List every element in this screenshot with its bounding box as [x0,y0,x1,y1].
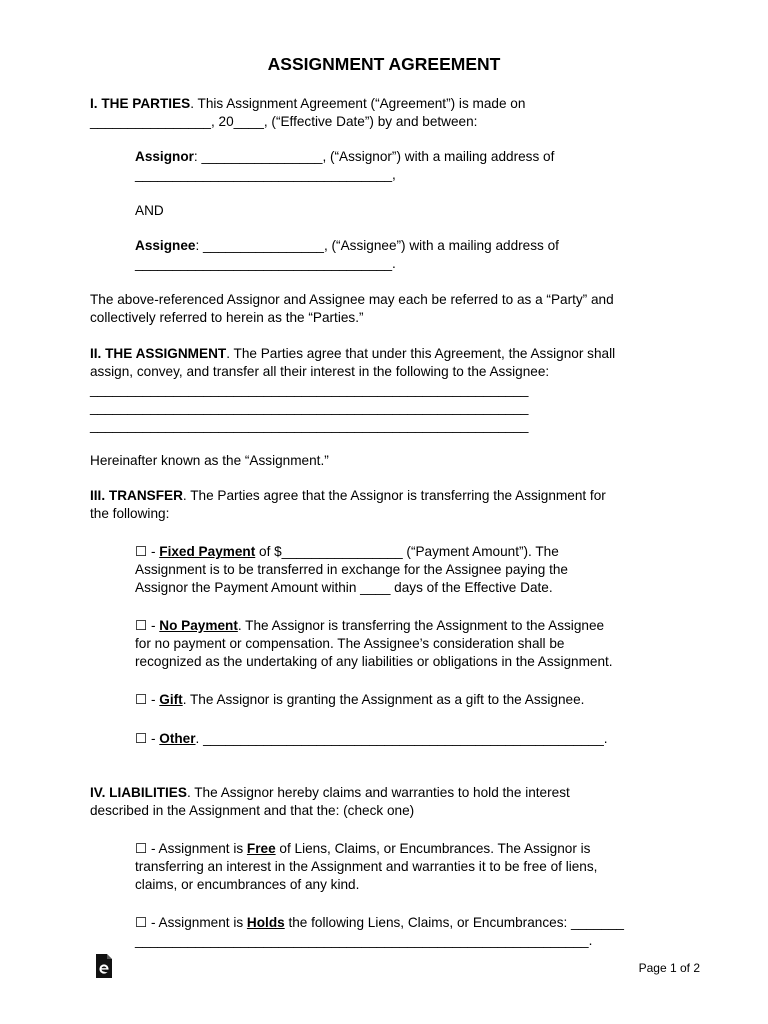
checkbox-icon[interactable]: ☐ - Assignment is [135,915,247,930]
transfer-heading: III. TRANSFER [90,488,183,503]
option-other: ☐ - Other. _____________________________________________________. [135,731,608,746]
and-text: AND [135,203,164,218]
checkbox-icon[interactable]: ☐ - Assignment is [135,841,247,856]
page-number: Page 1 of 2 [638,961,700,975]
assignee-label: Assignee [135,238,196,253]
liabilities-line-1: IV. LIABILITIES. The Assignor hereby claims and warranties to hold the interest [90,785,570,800]
option-free: ☐ - Assignment is Free of Liens, Claims, or Encumbrances. The Assignor is transferring an interest in the Assignment and warranties it to be free of liens, claims, or encumbrances of any kind. [135,841,598,892]
liabilities-section [90,784,690,820]
assignment-section [90,345,690,435]
transfer-line-1: III. TRANSFER. The Parties agree that the Assignor is transferring the Assignment for [90,488,606,503]
hereinafter-text: Hereinafter known as the “Assignment.” [90,453,329,468]
no-payment-label: No Payment [159,618,238,633]
transfer-line-2: the following: [90,506,170,521]
assignee-line: Assignee: ________________, (“Assignee”) with a mailing address of [135,238,559,253]
checkbox-icon[interactable]: ☐ - [135,692,160,707]
assignment-blank-line: __________________________________________________________ [90,418,529,433]
assignment-line-2: assign, convey, and transfer all their interest in the following to the Assignee: [90,364,550,379]
parties-reference-paragraph: The above-referenced Assignor and Assignee may each be referred to as a “Party” and collectively referred to herein as the “Parties.” [90,292,614,325]
assignor-block [135,148,695,184]
checkbox-icon[interactable]: ☐ - [135,618,160,633]
assignor-label: Assignor [135,149,194,164]
parties-heading: I. THE PARTIES [90,96,191,111]
assignee-block [135,237,695,273]
liabilities-line-2: described in the Assignment and that the: (check one) [90,803,415,818]
checkbox-icon[interactable]: ☐ - [135,731,160,746]
parties-section [90,95,690,131]
transfer-section [90,487,690,523]
assignor-line: Assignor: ________________, (“Assignor”) with a mailing address of [135,149,555,164]
checkbox-icon[interactable]: ☐ - [135,544,160,559]
liabilities-heading: IV. LIABILITIES [90,785,187,800]
assignment-line-1: II. THE ASSIGNMENT. The Parties agree that under this Agreement, the Assignor shall [90,346,616,361]
assignment-blank-line: __________________________________________________________ [90,382,529,397]
option-gift: ☐ - Gift. The Assignor is granting the Assignment as a gift to the Assignee. [135,692,585,707]
assignment-blank-line: __________________________________________________________ [90,400,529,415]
free-label: Free [246,841,276,856]
assignor-address-line: __________________________________, [135,167,396,182]
assignee-address-line: __________________________________. [135,256,396,271]
holds-label: Holds [246,915,285,930]
other-label: Other [159,731,196,746]
fixed-payment-label: Fixed Payment [159,544,256,559]
parties-line-2: ________________, 20____, (“Effective Date”) by and between: [90,114,478,129]
assignment-heading: II. THE ASSIGNMENT [90,346,227,361]
gift-label: Gift [159,692,183,707]
option-fixed-payment: ☐ - Fixed Payment of $________________ (“Payment Amount”). The Assignment is to be transferred in exchange for the Assignee paying the Assignor the Payment Amount within ____ days of the Effective Date. [135,544,568,595]
option-holds: ☐ - Assignment is Holds the following Liens, Claims, or Encumbrances: _______ ____________________________________________________________. [135,915,624,948]
eforms-logo-icon [93,953,115,979]
option-no-payment: ☐ - No Payment. The Assignor is transferring the Assignment to the Assignee for no payment or compensation. The Assignee’s consideration shall be recognized as the undertaking of any liabilities or obligations in the Assignment. [135,618,613,669]
parties-line-1: I. THE PARTIES. This Assignment Agreement (“Agreement”) is made on [90,96,526,111]
document-title: ASSIGNMENT AGREEMENT [267,54,501,74]
